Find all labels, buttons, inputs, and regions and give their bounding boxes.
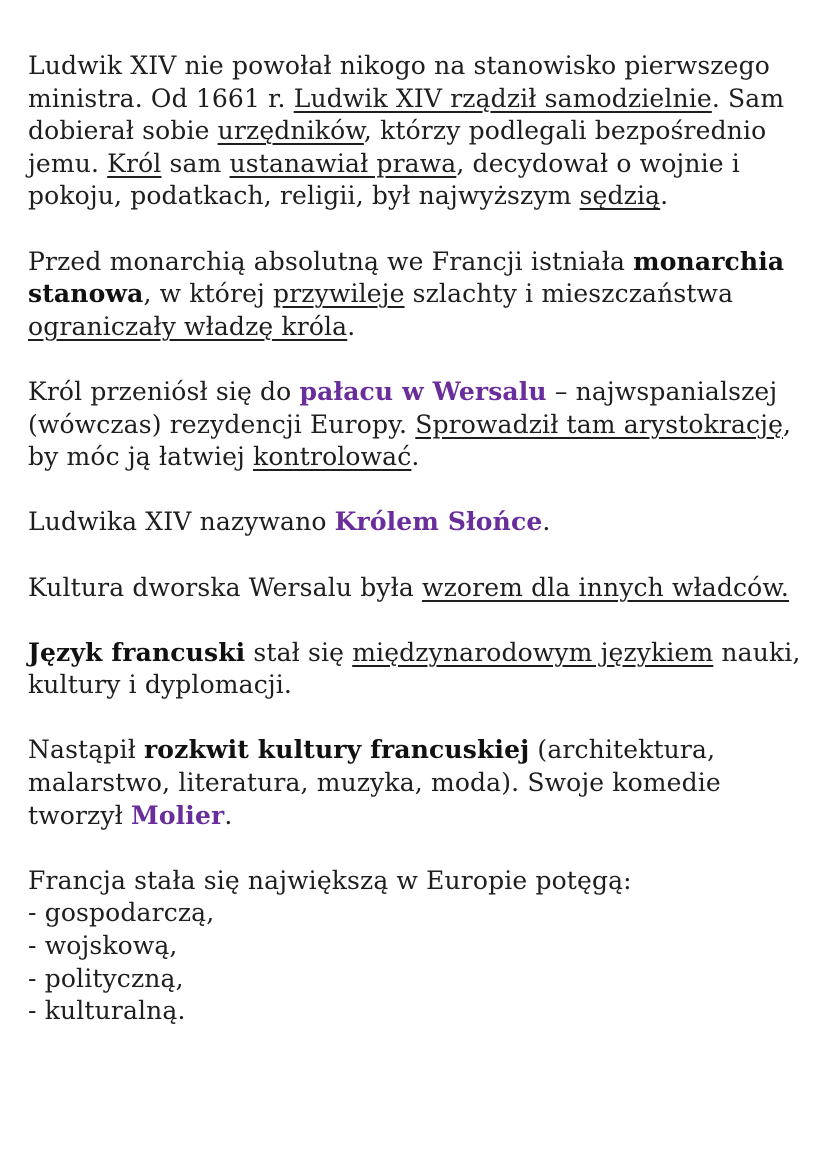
underlined-text: kontrolować: [253, 442, 412, 472]
underlined-text: Sprowadził tam arystokrację: [415, 409, 784, 439]
highlighted-term: Molier: [131, 800, 225, 830]
paragraph-rule-of-louis: [28, 50, 808, 213]
highlighted-term: pałacu w Wersalu: [299, 376, 547, 406]
text-segment: , którzy podlegali bezpośrednio jemu.: [28, 116, 767, 178]
paragraph-france-power: [28, 865, 808, 1028]
list-item: - polityczną,: [28, 963, 184, 993]
bold-term: rozkwit kultury francuskiej: [143, 735, 530, 765]
text-segment: .: [347, 311, 356, 341]
paragraph-versailles: [28, 376, 808, 474]
list-item: - kulturalną.: [28, 996, 186, 1026]
bold-term: monarchia stanowa: [28, 246, 785, 309]
list-item: - gospodarczą,: [28, 898, 215, 928]
underlined-text: ograniczały władzę króla: [28, 311, 348, 341]
underlined-text: ustanawiał prawa: [229, 148, 457, 178]
underlined-text: wzorem dla innych władców.: [422, 572, 790, 602]
paragraph-estate-monarchy: [28, 246, 808, 344]
text-segment: Kultura dworska Wersalu była: [28, 572, 423, 602]
text-segment: , decydował o wojnie i pokoju, podatkach, religii, był najwyższym: [28, 148, 740, 211]
paragraph-culture-flourishing: [28, 734, 808, 832]
text-segment: Król przeniósł się do: [28, 376, 300, 406]
underlined-text: międzynarodowym językiem: [352, 637, 714, 667]
text-segment: sam: [161, 148, 230, 178]
underlined-text: przywileje: [273, 279, 405, 309]
text-segment: . Sam dobierał sobie: [28, 83, 785, 146]
bold-term: Język francuski: [28, 637, 246, 667]
text-segment: Przed monarchią absolutną we Francji istniała: [28, 246, 634, 276]
text-segment: .: [660, 181, 669, 211]
list-intro: Francja stała się największą w Europie potęgą:: [28, 865, 632, 895]
text-segment: Ludwika XIV nazywano: [28, 507, 335, 537]
document-page: [28, 50, 808, 1028]
text-segment: stał się: [245, 637, 353, 667]
text-segment: Ludwik XIV nie powołał nikogo na stanowisko pierwszego ministra. Od 1661 r.: [28, 51, 770, 113]
text-segment: nauki, kultury i dyplomacji.: [28, 637, 801, 700]
text-segment: – najwspanialszej (wówczas) rezydencji Europy.: [28, 376, 778, 439]
text-segment: .: [542, 507, 551, 537]
text-segment: , by móc ją łatwiej: [28, 409, 792, 472]
underlined-text: sędzią: [579, 181, 661, 211]
text-segment: szlachty i mieszczaństwa: [404, 279, 734, 309]
text-segment: .: [224, 800, 233, 830]
text-segment: (architektura, malarstwo, literatura, muzyka, moda). Swoje komedie tworzył: [28, 735, 721, 830]
underlined-text: Ludwik XIV rządził samodzielnie: [293, 83, 712, 113]
highlighted-term: Królem Słońce: [334, 507, 543, 537]
list-item: - wojskową,: [28, 931, 178, 961]
paragraph-court-culture: [28, 572, 808, 605]
paragraph-sun-king: [28, 506, 808, 539]
underlined-text: urzędników: [217, 116, 364, 146]
text-segment: .: [411, 442, 420, 472]
text-segment: , w której: [143, 279, 274, 309]
underlined-text: Król: [107, 148, 162, 178]
paragraph-french-language: [28, 637, 808, 702]
text-segment: Nastąpił: [28, 735, 144, 765]
